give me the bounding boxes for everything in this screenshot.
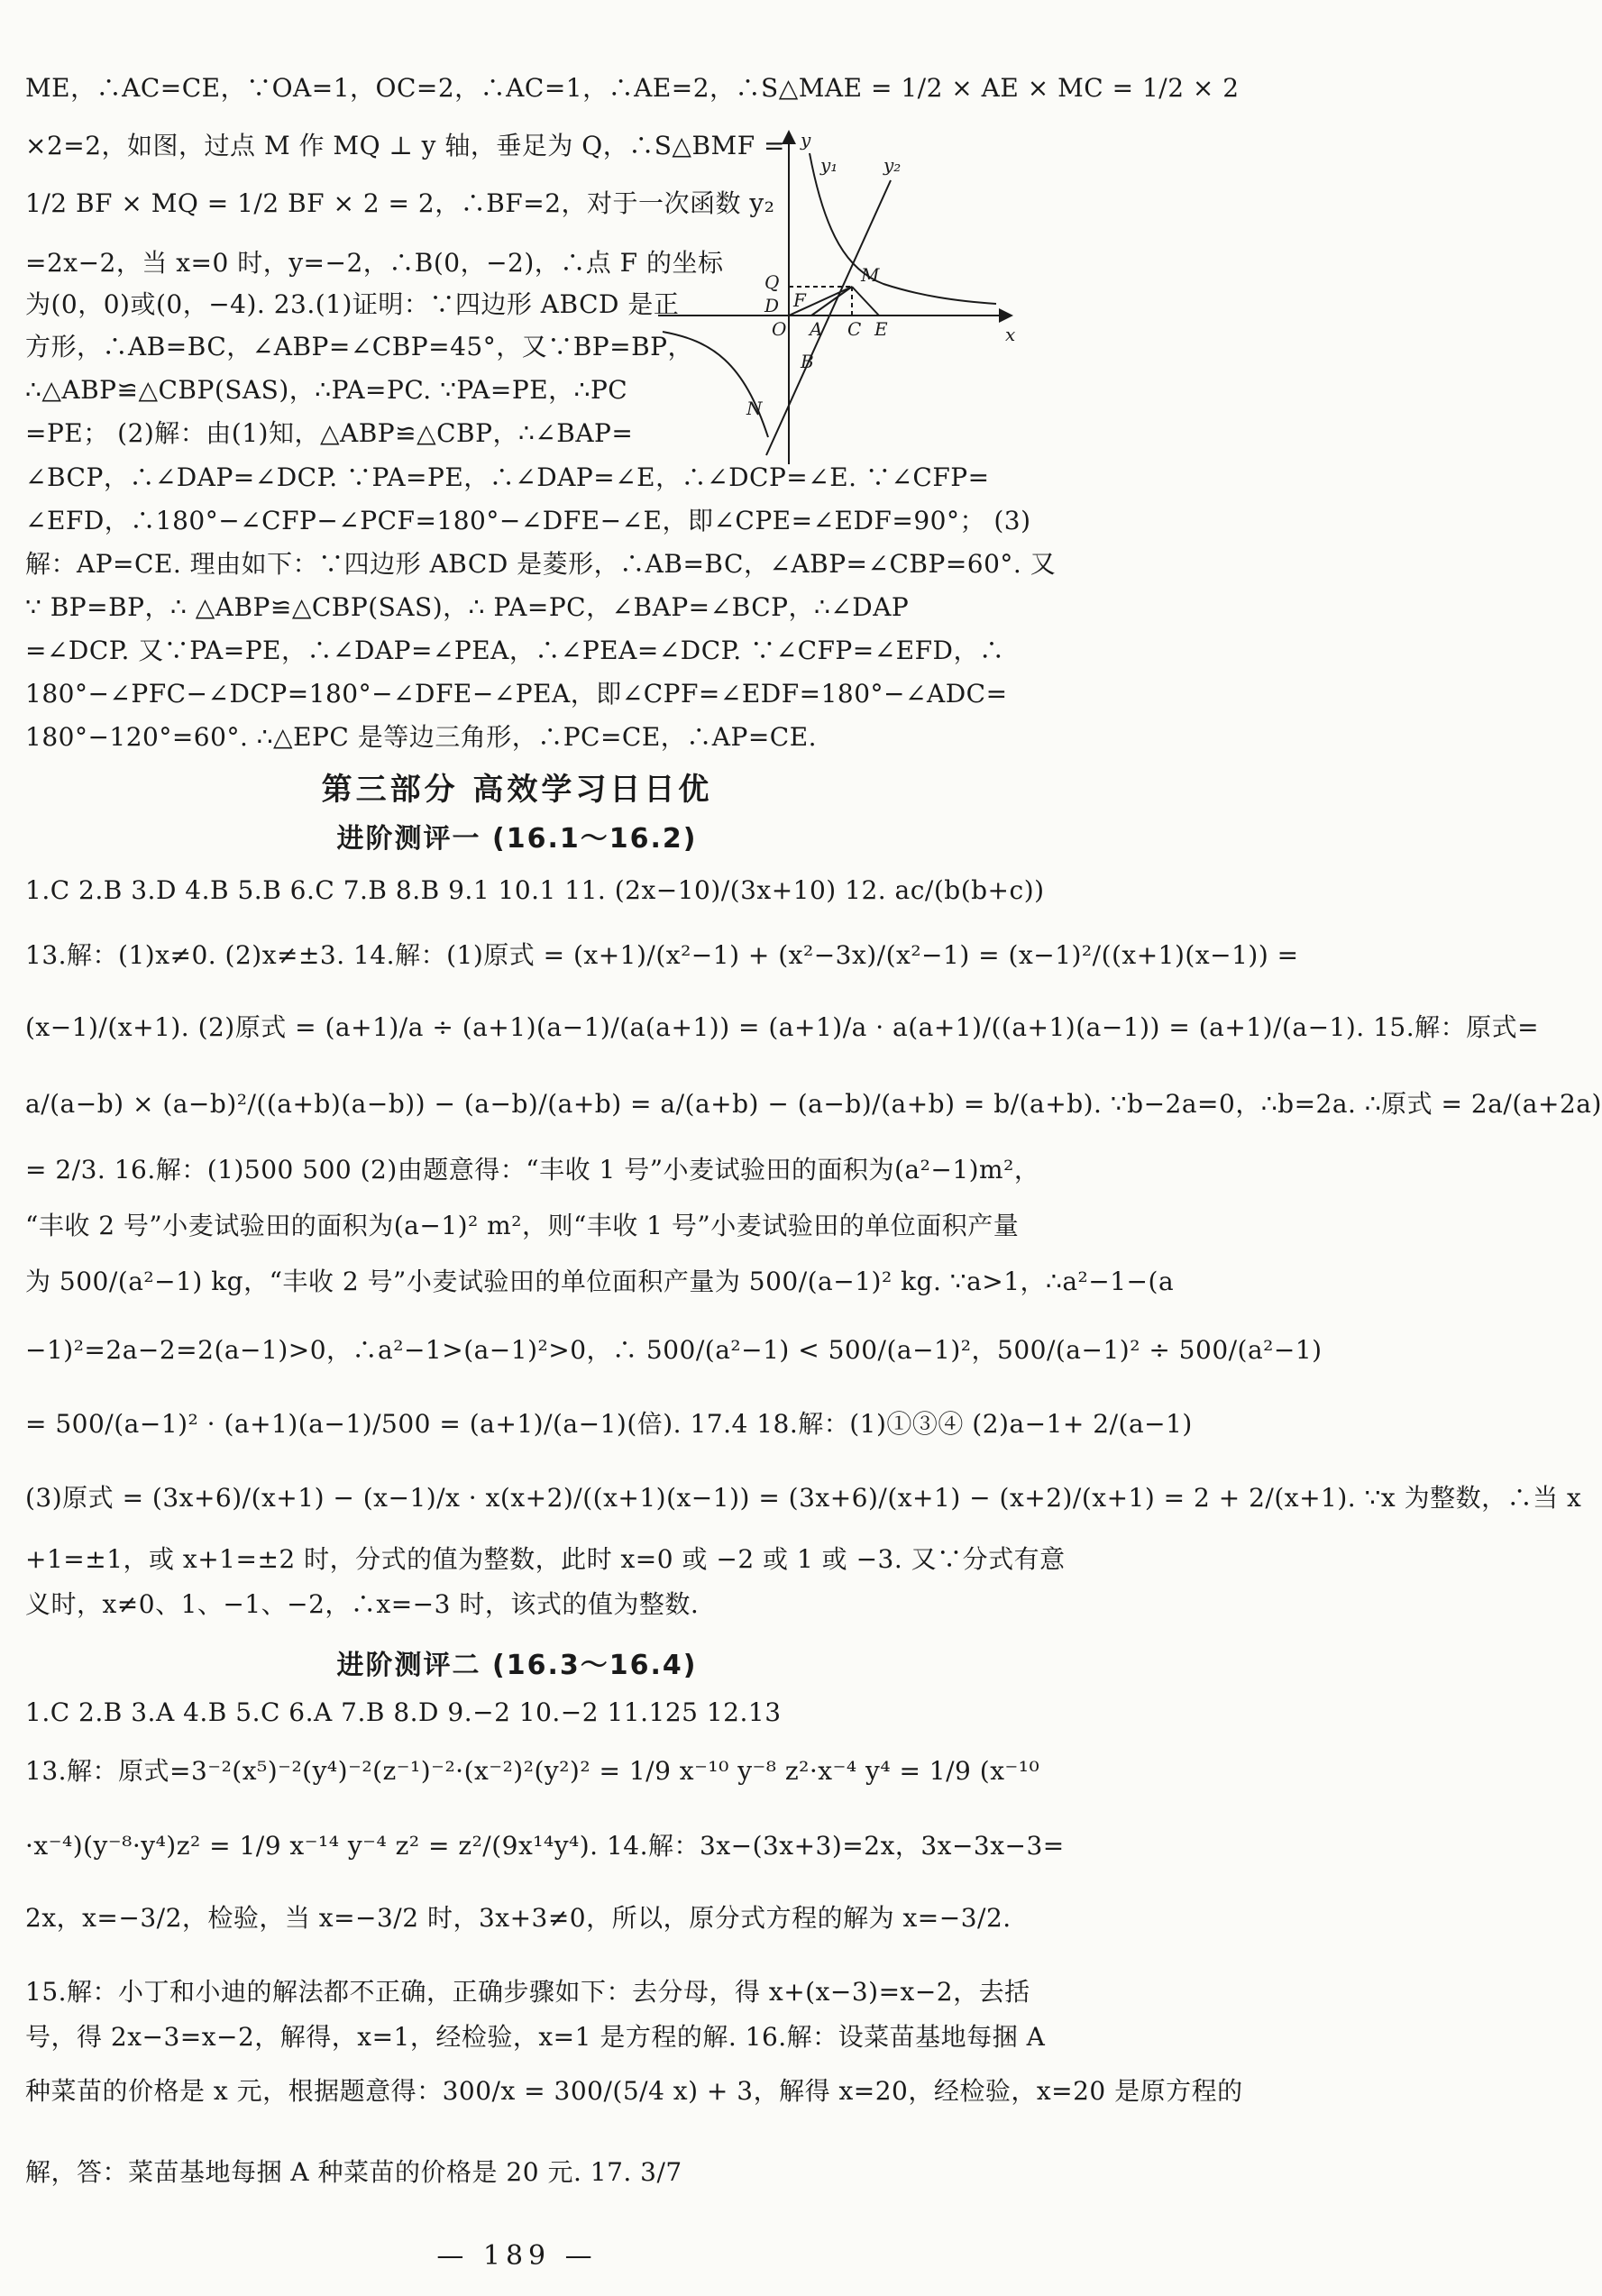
text-line: =2x−2，当 x=0 时，y=−2，∴B(0，−2)，∴点 F 的坐标 [25, 248, 724, 278]
test1-line: = 2/3. 16.解：(1)500 500 (2)由题意得：“丰收 1 号”小麦试验田的面积为(a²−1)m²， [25, 1155, 1040, 1185]
test1-line: “丰收 2 号”小麦试验田的面积为(a−1)² m²，则“丰收 1 号”小麦试验田的单位面积产量 [25, 1211, 1020, 1240]
test1-line: +1=±1，或 x+1=±2 时，分式的值为整数，此时 x=0 或 −2 或 1 或 −3. 又∵分式有意 [25, 1544, 1066, 1574]
graph-label-m: M [861, 264, 880, 286]
section-heading: 第三部分 高效学习日日优 [321, 772, 713, 808]
test2-title: 进阶测评二 (16.3～16.4) [336, 1650, 698, 1681]
graph-label-e: E [874, 318, 888, 340]
text-line: 180°−120°=60°. ∴△EPC 是等边三角形，∴PC=CE，∴AP=CE. [25, 722, 818, 752]
text-line: 1/2 BF × MQ = 1/2 BF × 2 = 2，∴BF=2，对于一次函数 y₂ [25, 188, 775, 218]
hyperbola-branch-1 [810, 153, 996, 304]
graph-label-n: N [746, 398, 763, 419]
test1-line: −1)²=2a−2=2(a−1)>0，∴a²−1>(a−1)²>0，∴ 500/(a²−1) < 500/(a−1)²，500/(a−1)² ÷ 500/(a²−1) [25, 1335, 1323, 1365]
text-line: ME，∴AC=CE，∵OA=1，OC=2，∴AC=1，∴AE=2，∴S△MAE = 1/2 × AE × MC = 1/2 × 2 [25, 73, 1240, 103]
text-line: ∠BCP，∴∠DAP=∠DCP. ∵PA=PE，∴∠DAP=∠E，∴∠DCP=∠E. ∵∠CFP= [25, 462, 990, 492]
graph-label-f: F [793, 289, 806, 311]
test1-line: (3)原式 = (3x+6)/(x+1) − (x−1)/x · x(x+2)/((x+1)(x−1)) = (3x+6)/(x+1) − (x+2)/(x+1) = 2 + 2/(x+1). ∵x 为整数，∴当 x [25, 1483, 1582, 1513]
text-line: ∵ BP=BP，∴ △ABP≌△CBP(SAS)，∴ PA=PC，∠BAP=∠BCP，∴∠DAP [25, 592, 910, 622]
graph-label-a: A [810, 318, 823, 340]
text-line: 为(0，0)或(0，−4). 23.(1)证明：∵四边形 ABCD 是正 [25, 289, 680, 319]
hyperbola-branch-2 [663, 332, 768, 437]
test2-line: ·x⁻⁴)(y⁻⁸·y⁴)z² = 1/9 x⁻¹⁴ y⁻⁴ z² = z²/(9x¹⁴y⁴). 14.解：3x−(3x+3)=2x，3x−3x−3= [25, 1831, 1065, 1861]
graph-label-q: Q [764, 271, 780, 293]
graph-label-b: B [801, 351, 814, 372]
test1-line: = 500/(a−1)² · (a+1)(a−1)/500 = (a+1)/(a−1)(倍). 17.4 18.解：(1)①③④ (2)a−1+ 2/(a−1) [25, 1409, 1193, 1439]
graph-label-o: O [772, 318, 787, 340]
test1-line: 为 500/(a²−1) kg，“丰收 2 号”小麦试验田的单位面积产量为 500/(a−1)² kg. ∵a>1，∴a²−1−(a [25, 1267, 1175, 1296]
text-line: 180°−∠PFC−∠DCP=180°−∠DFE−∠PEA，即∠CPF=∠EDF=180°−∠ADC= [25, 679, 1008, 709]
test1-title: 进阶测评一 (16.1～16.2) [336, 823, 698, 855]
segment-ME [852, 287, 879, 316]
test2-line: 1.C 2.B 3.A 4.B 5.C 6.A 7.B 8.D 9.−2 10.−2 11.125 12.13 [25, 1697, 782, 1727]
graph-label-y: y [801, 129, 811, 151]
test1-line: (x−1)/(x+1). (2)原式 = (a+1)/a ÷ (a+1)(a−1)/(a(a+1)) = (a+1)/a · a(a+1)/((a+1)(a−1)) = (a+1)/(a−1). 15.解：原式= [25, 1012, 1540, 1042]
test2-line: 2x，x=−3/2，检验，当 x=−3/2 时，3x+3≠0，所以，原分式方程的解为 x=−3/2. [25, 1903, 1012, 1933]
test1-line: 1.C 2.B 3.D 4.B 5.B 6.C 7.B 8.B 9.1 10.1 11. (2x−10)/(3x+10) 12. ac/(b(b+c)) [25, 875, 1045, 905]
text-line: =PE； (2)解：由(1)知，△ABP≌△CBP，∴∠BAP= [25, 418, 634, 448]
text-line: ∠EFD，∴180°−∠CFP−∠PCF=180°−∠DFE−∠E，即∠CPE=∠EDF=90°； (3) [25, 506, 1031, 535]
text-line: =∠DCP. 又∵PA=PE，∴∠DAP=∠PEA，∴∠PEA=∠DCP. ∵∠CFP=∠EFD，∴ [25, 636, 1005, 665]
graph-label-c: C [847, 318, 862, 340]
graph-label-y2: y₂ [883, 154, 902, 176]
test2-line: 15.解：小丁和小迪的解法都不正确，正确步骤如下：去分母，得 x+(x−3)=x−2，去括 [25, 1977, 1030, 2007]
test1-line: 义时，x≠0、1、−1、−2，∴x=−3 时，该式的值为整数. [25, 1589, 700, 1619]
text-line: ×2=2，如图，过点 M 作 MQ ⊥ y 轴，垂足为 Q，∴S△BMF = [25, 131, 786, 160]
test1-line: 13.解：(1)x≠0. (2)x≠±3. 14.解：(1)原式 = (x+1)/(x²−1) + (x²−3x)/(x²−1) = (x−1)²/((x+1)(x−1)) = [25, 940, 1299, 970]
test2-line: 号，得 2x−3=x−2，解得，x=1，经检验，x=1 是方程的解. 16.解：设菜苗基地每捆 A [25, 2022, 1046, 2052]
text-line: 解：AP=CE. 理由如下：∵四边形 ABCD 是菱形，∴AB=BC，∠ABP=∠CBP=60°. 又 [25, 549, 1057, 579]
test2-line: 种菜苗的价格是 x 元，根据题意得：300/x = 300/(5/4 x) + 3，解得 x=20，经检验，x=20 是原方程的 [25, 2076, 1243, 2106]
text-line: ∴△ABP≌△CBP(SAS)，∴PA=PC. ∵PA=PE，∴PC [25, 375, 628, 405]
graph-label-y1: y₁ [820, 154, 838, 176]
text-line: 方形，∴AB=BC，∠ABP=∠CBP=45°，又∵BP=BP， [25, 332, 694, 361]
test2-line: 13.解：原式=3⁻²(x⁵)⁻²(y⁴)⁻²(z⁻¹)⁻²·(x⁻²)²(y²)² = 1/9 x⁻¹⁰ y⁻⁸ z²·x⁻⁴ y⁴ = 1/9 (x⁻¹⁰ [25, 1756, 1040, 1786]
test1-line: a/(a−b) × (a−b)²/((a+b)(a−b)) − (a−b)/(a+b) = a/(a+b) − (a−b)/(a+b) = b/(a+b). ∵b−2a=0，∴b=2a. ∴原式 = 2a/(a+2a) [25, 1089, 1602, 1119]
graph-label-x: x [1005, 324, 1016, 345]
function-graph-figure [658, 126, 1019, 469]
graph-label-d: D [764, 295, 780, 316]
test2-line: 解，答：菜苗基地每捆 A 种菜苗的价格是 20 元. 17. 3/7 [25, 2157, 682, 2187]
page-number: — 189 — [436, 2240, 598, 2272]
